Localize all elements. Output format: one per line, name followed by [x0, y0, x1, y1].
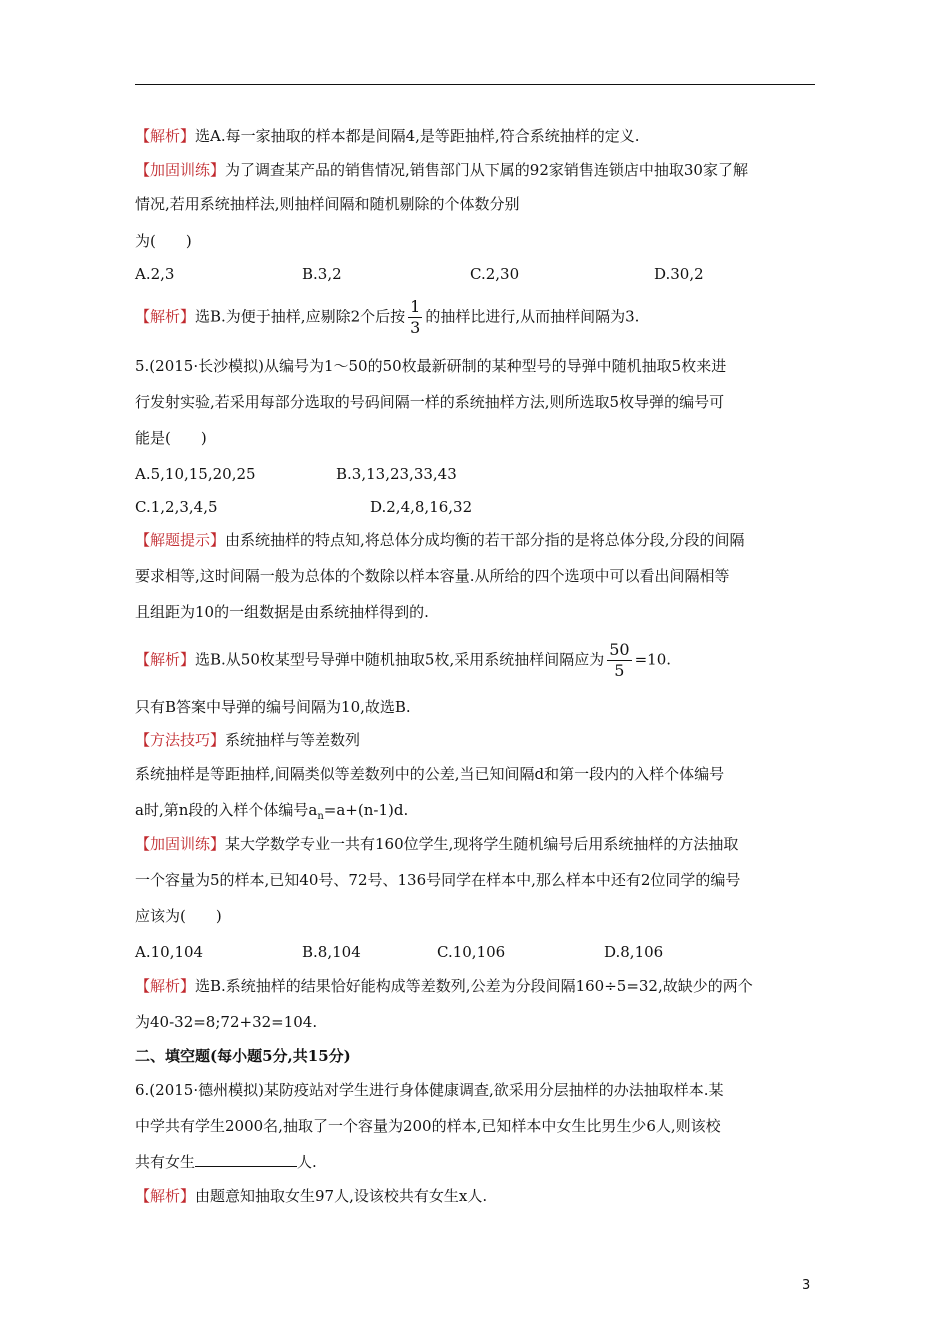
question-6-line1: 6.(2015·德州模拟)某防疫站对学生进行身体健康调查,欲采用分层抽样的办法抽取样本.某 — [135, 1081, 724, 1099]
question-6-line3: 共有女生 人. — [135, 1153, 317, 1171]
solution-6-line1: 【解析】选B.系统抽样的结果恰好能构成等差数列,公差为分段间隔160÷5=32,故缺少的两个 — [135, 977, 753, 995]
method-line1: 系统抽样是等距抽样,间隔类似等差数列中的公差,当已知间隔d和第一段内的入样个体编号 — [135, 765, 725, 783]
tag-jiagu: 【加固训练】 — [135, 161, 226, 179]
exercise-2-option-b: B.8,104 — [302, 943, 361, 961]
solution-5: 【解析】选B.从50枚某型号导弹中随机抽取5枚,采用系统抽样间隔应为 $\frac{50}{5}$ =10. — [135, 640, 672, 680]
exercise-2-line1: 【加固训练】某大学数学专业一共有160位学生,现将学生随机编号后用系统抽样的方法抽取 — [135, 835, 739, 853]
hint-line2: 要求相等,这时间隔一般为总体的个数除以样本容量.从所给的四个选项中可以看出间隔相等 — [135, 567, 730, 585]
solution-2: 【解析】选B.为便于抽样,应剔除2个后按 $\frac{1}{3}$ 的抽样比进行,从而抽样间隔为3. — [135, 297, 640, 337]
exercise-2-option-c: C.10,106 — [437, 943, 506, 961]
exercise-1-line2: 情况,若用系统抽样法,则抽样间隔和随机剔除的个体数分别 — [135, 195, 520, 213]
answer-blank — [195, 1152, 297, 1167]
exercise-2-option-a: A.10,104 — [135, 943, 204, 961]
question-5-option-a: A.5,10,15,20,25 — [135, 465, 256, 483]
header-rule — [135, 84, 815, 85]
exercise-1-line3: 为( ) — [135, 232, 192, 250]
solution-1-text: 选A.每一家抽取的样本都是间隔4,是等距抽样,符合系统抽样的定义. — [195, 127, 640, 145]
page-number: 3 — [802, 1278, 811, 1293]
tag-tishi: 【解题提示】 — [135, 531, 226, 549]
exercise-1-option-b: B.3,2 — [302, 265, 342, 283]
exercise-1-line1: 【加固训练】为了调查某产品的销售情况,销售部门从下属的92家销售连锁店中抽取30家了解 — [135, 161, 748, 179]
solution-5-line2: 只有B答案中导弹的编号间隔为10,故选B. — [135, 698, 411, 716]
question-5-option-d: D.2,4,8,16,32 — [370, 498, 473, 516]
question-6-line2: 中学共有学生2000名,抽取了一个容量为200的样本,已知样本中女生比男生少6人,则该校 — [135, 1117, 721, 1135]
fraction-fifty-over-five: $\frac{50}{5}$ — [609, 640, 630, 680]
exercise-2-line2: 一个容量为5的样本,已知40号、72号、136号同学在样本中,那么样本中还有2位同学的编号 — [135, 871, 741, 889]
question-5-line2: 行发射实验,若采用每部分选取的号码间隔一样的系统抽样方法,则所选取5枚导弹的编号可 — [135, 393, 725, 411]
solution-6-line2: 为40-32=8;72+32=104. — [135, 1013, 318, 1031]
question-5-option-b: B.3,13,23,33,43 — [336, 465, 457, 483]
tag-fangfa: 【方法技巧】 — [135, 731, 226, 749]
hint-line3: 且组距为10的一组数据是由系统抽样得到的. — [135, 603, 429, 621]
question-5-line3: 能是( ) — [135, 429, 207, 447]
exercise-1-option-c: C.2,30 — [470, 265, 520, 283]
question-5-line1: 5.(2015·长沙模拟)从编号为1～50的50枚最新研制的某种型号的导弹中随机抽取5枚来进 — [135, 357, 727, 375]
method-title: 【方法技巧】系统抽样与等差数列 — [135, 731, 361, 749]
solution-1 — [135, 126, 639, 146]
method-line2: a时,第n段的入样个体编号$a_n=a+(n-1)d$. — [135, 801, 409, 822]
question-5-option-c: C.1,2,3,4,5 — [135, 498, 218, 516]
exercise-1-option-d: D.30,2 — [654, 265, 704, 283]
tag-jiexi: 【解析】 — [135, 127, 196, 145]
exercise-2-line3: 应该为( ) — [135, 907, 222, 925]
solution-7: 【解析】由题意知抽取女生97人,设该校共有女生x人. — [135, 1187, 488, 1205]
exercise-2-option-d: D.8,106 — [604, 943, 664, 961]
hint-line1: 【解题提示】由系统抽样的特点知,将总体分成均衡的若干部分指的是将总体分段,分段的间隔 — [135, 531, 745, 549]
section-2-title: 二、填空题(每小题5分,共15分) — [135, 1047, 351, 1065]
exercise-1-option-a: A.2,3 — [135, 265, 175, 283]
fraction-one-third: $\frac{1}{3}$ — [410, 297, 421, 337]
